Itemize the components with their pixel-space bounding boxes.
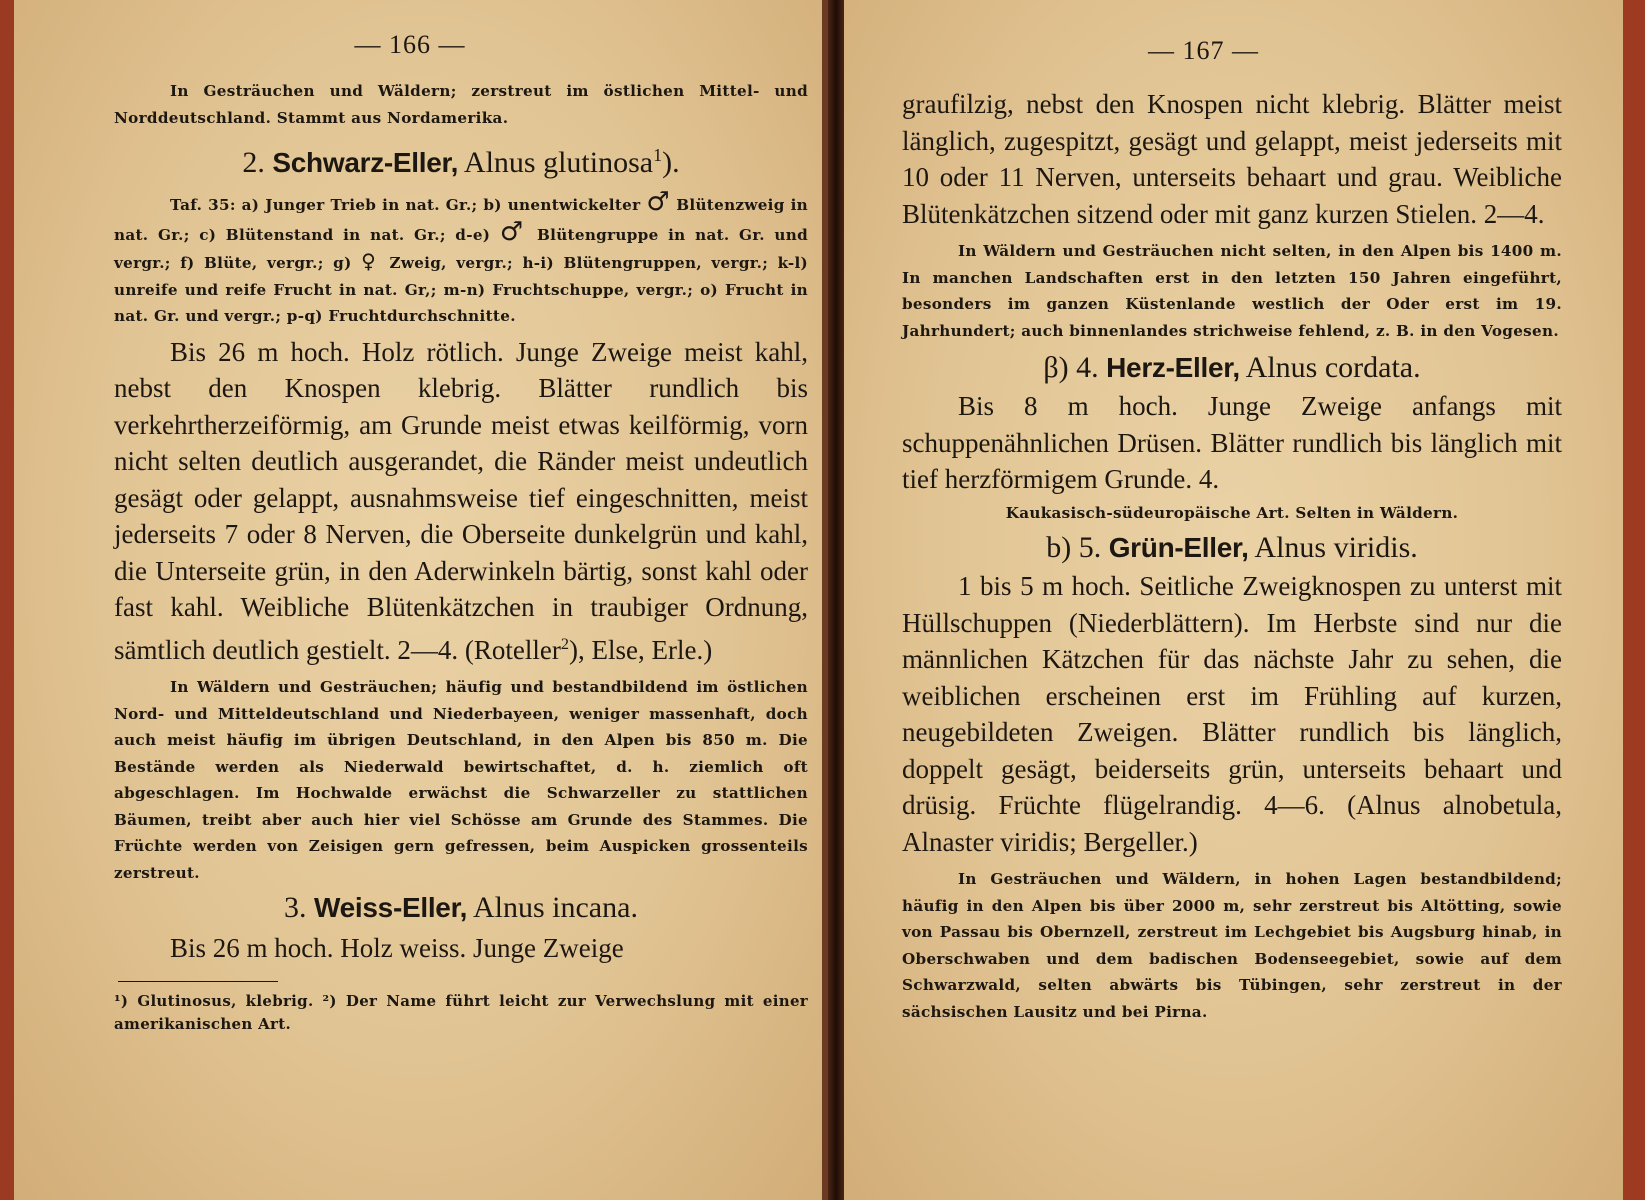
male-symbol-icon: ♂ [646, 187, 671, 217]
intro-habitat: In Gesträuchen und Wäldern; zerstreut im östlichen Mittel- und Norddeutschland. Stammt aus Nordamerika. [114, 82, 808, 127]
heading-number: β) 4. [1043, 351, 1099, 384]
habitat-schwarz-eller: In Wäldern und Gesträuchen; häufig und bestandbildend im östlichen Nord- und Mitteldeutschland und Niederbayeen, weniger massenhaft, doch auch meist häufig im übrigen Deutschland, in den Alpen bis 850 m. Die Bestände werden als Niederwald bewirtschaftet, d. h. ziemlich oft abgeschlagen. Im Hochwalde erwächst die Schwarzeller zu stattlichen Bäumen, treibt aber auch hier viel Schösse am Grunde des Stammes. Die Früchte werden von Zeisigen gern gefressen, beim Auspicken grossenteils zerstreut. [114, 678, 808, 882]
left-text-column [114, 78, 808, 1036]
description-weiss-eller-start: Bis 26 m hoch. Holz weiss. Junge Zweige [170, 933, 624, 963]
habitat-herz-eller: Kaukasisch-südeuropäische Art. Selten in Wäldern. [1005, 503, 1459, 522]
heading-herz-eller [902, 348, 1562, 388]
footnote-ref: 2 [560, 634, 569, 653]
description-text: Bis 26 m hoch. Holz rötlich. Junge Zweige meist kahl, nebst den Knospen klebrig. Blätter rundlich bis verkehrtherzeiförmig, am Grunde meist etwas keilförmig, vorn nicht selten deutlich ausgerandet, die Ränder meist undeutlich gesägt oder gelappt, ausnahmsweise tief eingeschnitten, meist jederseits 7 oder 8 Nerven, die Oberseite dunkelgrün und kahl, die Unterseite grün, in den Aderwinkeln bärtig, sonst kahl oder fast kahl. Weibliche Blütenkätzchen in traubiger Ordnung, sämtlich deutlich gestielt. 2—4. (Roteller [114, 336, 808, 665]
description-herz-eller: Bis 8 m hoch. Junge Zweige anfangs mit schuppenähnlichen Drüsen. Blätter rundlich bis länglich mit tief herzförmigem Grunde. 4. [902, 391, 1562, 494]
habitat-weiss-eller: In Wäldern und Gesträuchen nicht selten, in den Alpen bis 1400 m. In manchen Landschaften erst in den letzten 150 Jahren eingeführt, besonders im ganzen Küstenlande westlich der Oder erst im 19. Jahrhundert; auch binnenlandes strichweise fehlend, z. B. in den Vogesen. [902, 242, 1562, 340]
footnote-ref: 1 [653, 145, 663, 165]
heading-latin-name: Alnus viridis. [1254, 531, 1418, 564]
page-number: — 166 — [354, 30, 466, 59]
description-weiss-eller-cont: graufilzig, nebst den Knospen nicht klebrig. Blätter meist länglich, zugespitzt, gesägt und gelappt, meist jederseits mit 10 oder 11 Nerven, unterseits behaart und grau. Weibliche Blütenkätzchen sitzend oder mit ganz kurzen Stielen. 2—4. [902, 89, 1562, 229]
description-gruen-eller: 1 bis 5 m hoch. Seitliche Zweigknospen zu unterst mit Hüllschuppen (Niederblättern). Im Herbste sind nur die männlichen Kätzchen für das nächste Jahr zu sehen, die weiblichen erscheinen erst im Frühling auf kurzen, neugebildeten Zweigen. Blätter rundlich bis länglich, doppelt gesägt, beiderseits grün, unterseits behaart und drüsig. Früchte flügelrandig. 4—6. (Alnus alnobetula, Alnaster viridis; Bergeller.) [902, 571, 1562, 857]
plate-text: Blütenzweig in nat. Gr.; c) Blütenstand in nat. Gr.; d-e) [114, 196, 809, 244]
heading-latin-name: Alnus glutinosa [463, 146, 654, 179]
female-symbol-icon: ♀ [361, 249, 380, 273]
plate-text: a) Junger Trieb in nat. Gr.; b) unentwickelter [235, 196, 647, 214]
page-167 [844, 0, 1645, 1200]
description-schwarz-eller [114, 334, 808, 669]
heading-latin-name: Alnus incana. [472, 891, 638, 924]
plate-caption [114, 189, 808, 330]
plate-label: Taf. 35: [170, 196, 236, 214]
footnote-divider [118, 981, 278, 982]
heading-number: b) 5. [1046, 531, 1102, 564]
plate-text: Zweig, vergr.; h-i) Blütengruppen, vergr.; k-l) unreife und reife Frucht in nat. Gr,; m-n) Fruchtschuppe, vergr.; o) Frucht in nat. Gr. und vergr.; p-q) Fruchtdurchschnitte. [114, 254, 809, 325]
heading-number: 2. [242, 146, 265, 179]
heading-weiss-eller [114, 888, 808, 928]
heading-gruen-eller [902, 528, 1562, 568]
heading-common-name: Weiss-Eller, [314, 892, 468, 923]
heading-common-name: Schwarz-Eller, [272, 147, 459, 178]
heading-number: 3. [284, 891, 307, 924]
heading-common-name: Herz-Eller, [1106, 352, 1240, 383]
right-text-column [902, 86, 1562, 1025]
page-number: — 167 — [1148, 36, 1259, 65]
book-gutter [828, 0, 844, 1200]
male-symbol-icon: ♂ [499, 216, 528, 247]
heading-common-name: Grün-Eller, [1108, 532, 1249, 563]
heading-schwarz-eller [114, 135, 808, 183]
footnotes: ¹) Glutinosus, klebrig. ²) Der Name führt leicht zur Verwechslung mit einer amerikanischen Art. [114, 991, 808, 1033]
description-text: ), Else, Erle.) [569, 634, 713, 665]
heading-tail: ). [662, 146, 680, 179]
habitat-gruen-eller: In Gesträuchen und Wäldern, in hohen Lagen bestandbildend; häufig in den Alpen bis über 2000 m, sehr zerstreut bis Altötting, sowie von Passau bis Obernzell, zerstreut im Lechgebiet bis Augsburg hinab, in Oberschwaben und dem badischen Bodenseegebiet, sowie auf dem Schwarzwald, selten abwärts bis Tübingen, sehr zerstreut in der sächsischen Lausitz und bei Pirna. [902, 870, 1562, 1021]
plate-text: Blütengruppe in nat. Gr. und vergr.; f) Blüte, vergr.; g) [114, 225, 808, 272]
heading-latin-name: Alnus cordata. [1245, 351, 1421, 384]
